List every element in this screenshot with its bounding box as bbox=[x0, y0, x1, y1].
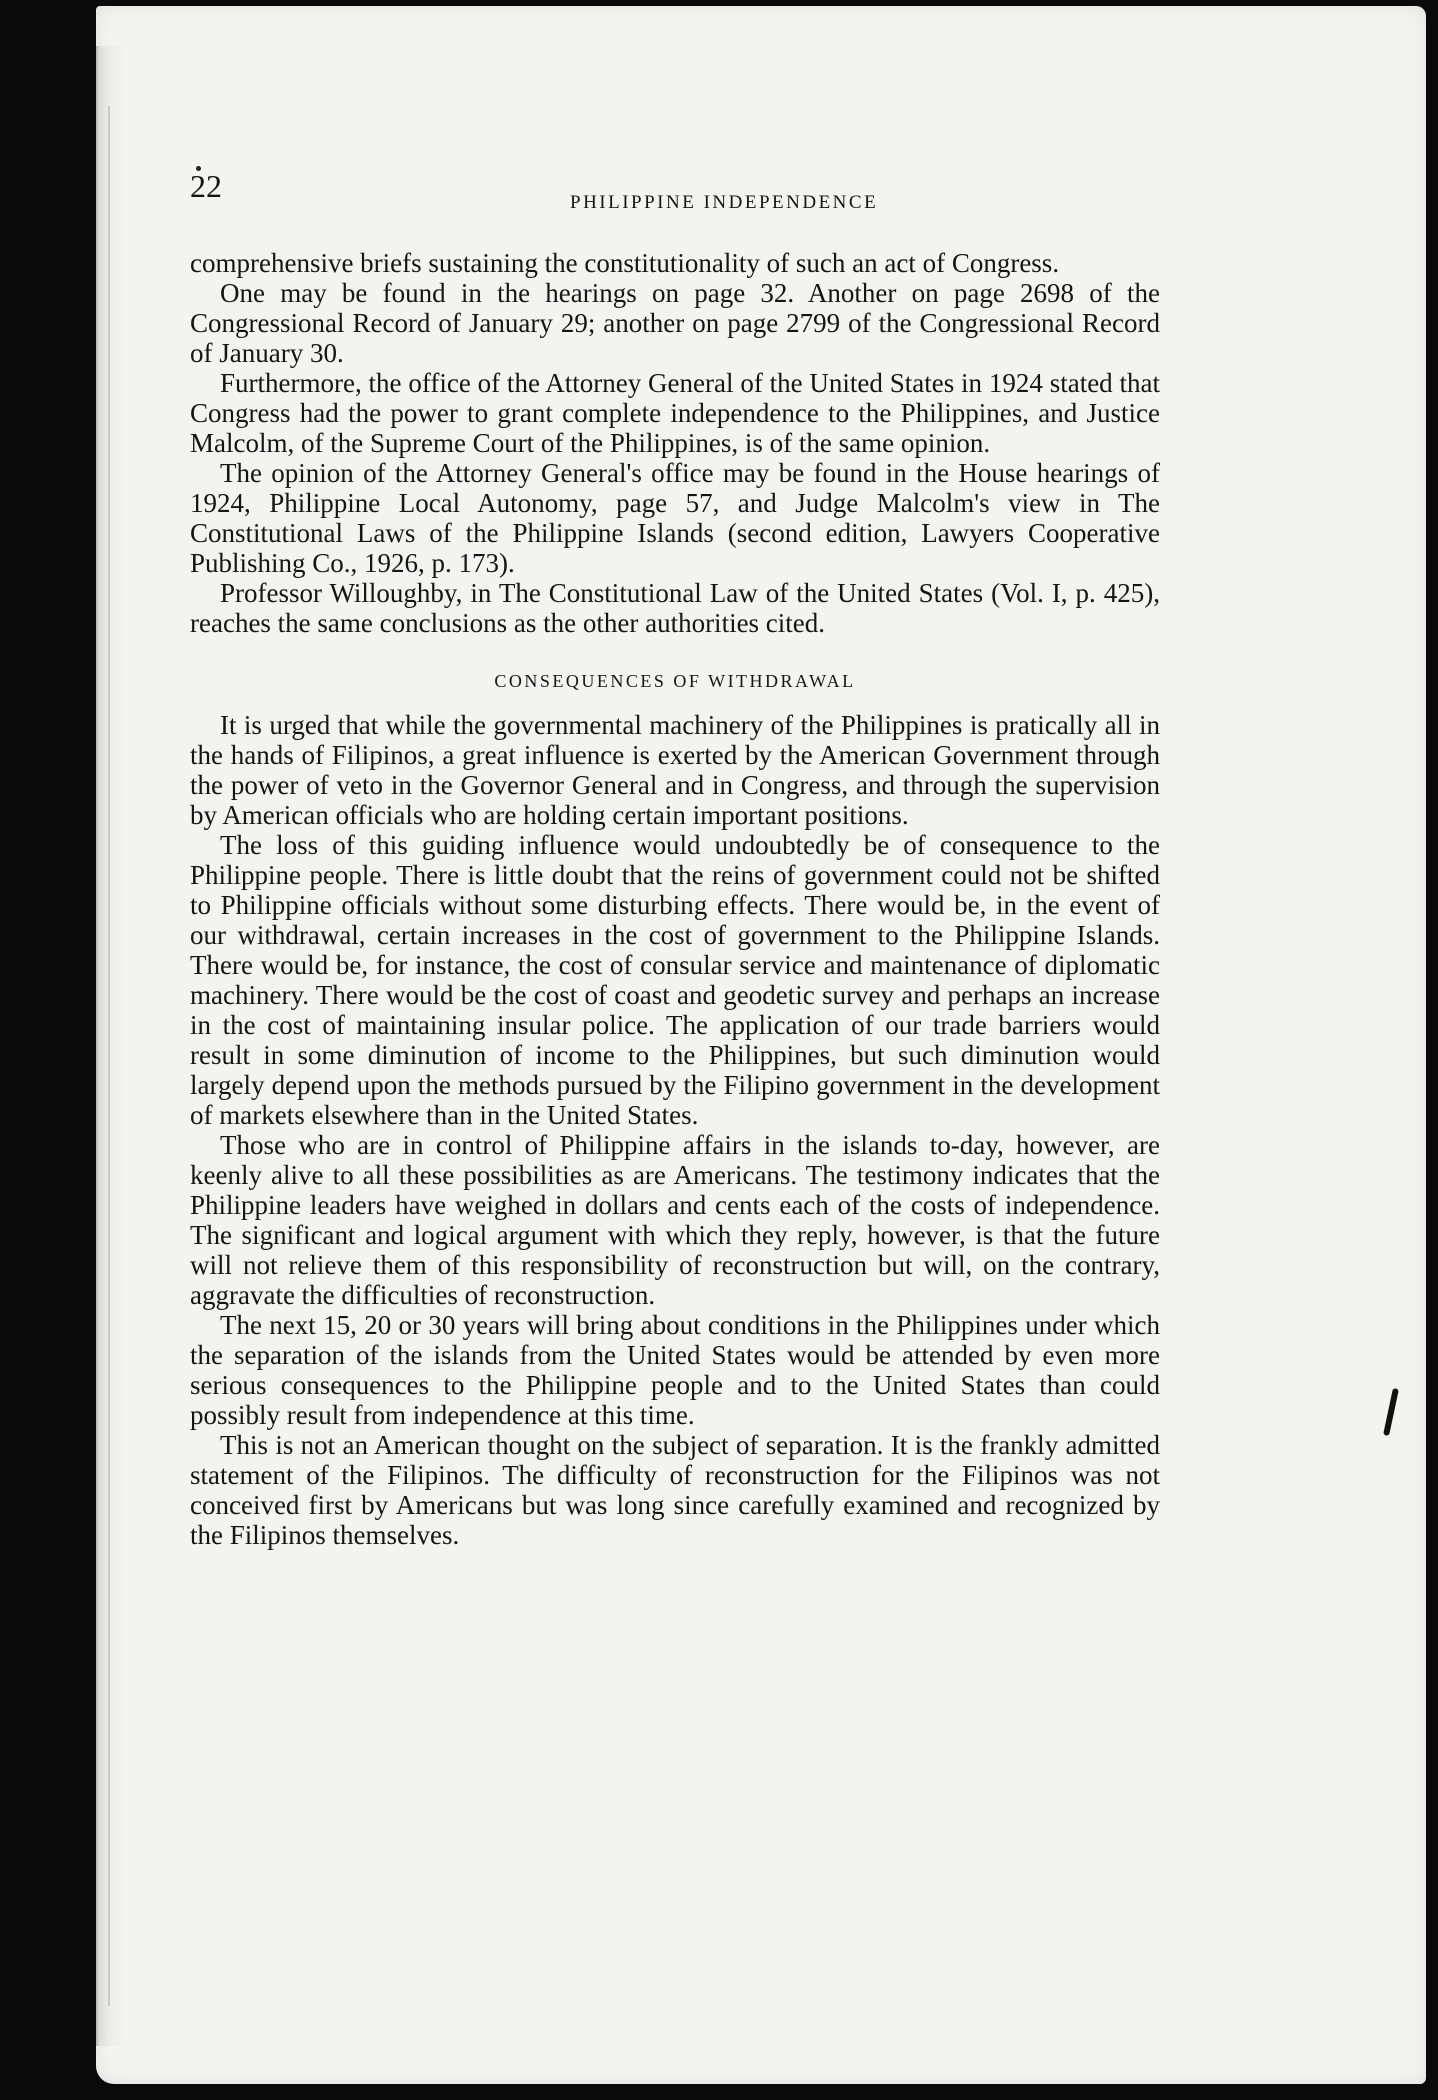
paragraph-attorney-general: Furthermore, the office of the Attorney General of the United States in 1924 stated that Congress had the power to grant complete independence to the Philippines, and Justice Malcolm, of the Supreme Court of the Philippines, is of the same opinion. bbox=[190, 368, 1160, 458]
page-binding-edge bbox=[96, 46, 126, 2046]
paragraph-opinion-sources: The opinion of the Attorney General's office may be found in the House hearings of 1924, Philippine Local Autonomy, page 57, and Judge Malcolm's view in The Constitutional Laws of the Philippine Islands (second edition, Lawyers Cooperative Publishing Co., 1926, p. 173). bbox=[190, 458, 1160, 578]
paragraph-filipino-leaders: Those who are in control of Philippine affairs in the islands to-day, however, are keenly alive to all these possibilities as are Americans. The testimony indicates that the Philippine leaders have weighed in dollars and cents each of the costs of independence. The significant and logical argument with which they reply, however, is that the future will not relieve them of this responsibility of reconstruction but will, on the contrary, aggravate the difficulties of reconstruction. bbox=[190, 1130, 1160, 1310]
paragraph-not-american-thought: This is not an American thought on the subject of separation. It is the frankly admitted statement of the Filipinos. The difficulty of reconstruction for the Filipinos was not conceived first by Americans but was long since carefully examined and recognized by the Filipinos themselves. bbox=[190, 1430, 1160, 1550]
paragraph-continuation: comprehensive briefs sustaining the constitutionality of such an act of Congress. bbox=[190, 248, 1060, 278]
page-body bbox=[190, 248, 1160, 1550]
page-header bbox=[190, 168, 1190, 218]
section-heading: CONSEQUENCES OF WITHDRAWAL bbox=[494, 671, 856, 691]
paragraph-loss-of-influence: The loss of this guiding influence would undoubtedly be of consequence to the Philippine people. There is little doubt that the reins of government could not be shifted to Philippine officials without some disturbing effects. There would be, in the event of our withdrawal, certain increases in the cost of government to the Philippine Islands. There would be, for instance, the cost of consular service and maintenance of diplomatic machinery. There would be the cost of coast and geodetic survey and perhaps an increase in the cost of maintaining insular police. The application of our trade barriers would result in some diminution of income to the Philippines, but such diminution would largely depend upon the methods pursued by the Filipino government in the development of markets elsewhere than in the United States. bbox=[190, 830, 1160, 1130]
binding-line bbox=[108, 106, 110, 2006]
paragraph-hearings: One may be found in the hearings on page 32. Another on page 2698 of the Congressional Record of January 29; another on page 2799 of the Congressional Record of January 30. bbox=[190, 278, 1160, 368]
paragraph-next-years: The next 15, 20 or 30 years will bring about conditions in the Philippines under which the separation of the islands from the United States would be attended by even more serious consequences to the Philippine people and to the United States than could possibly result from independence at this time. bbox=[190, 1310, 1160, 1430]
paragraph-willoughby: Professor Willoughby, in The Constitutional Law of the United States (Vol. I, p. 425), reaches the same conclusions as the other authorities cited. bbox=[190, 578, 1160, 638]
running-head: PHILIPPINE INDEPENDENCE bbox=[570, 192, 879, 213]
paragraph-influence: It is urged that while the governmental machinery of the Philippines is pratically all in the hands of Filipinos, a great influence is exerted by the American Government through the power of veto in the Governor General and in Congress, and through the supervision by American officials who are holding certain important positions. bbox=[190, 710, 1160, 830]
page-number: 22 bbox=[190, 168, 222, 204]
